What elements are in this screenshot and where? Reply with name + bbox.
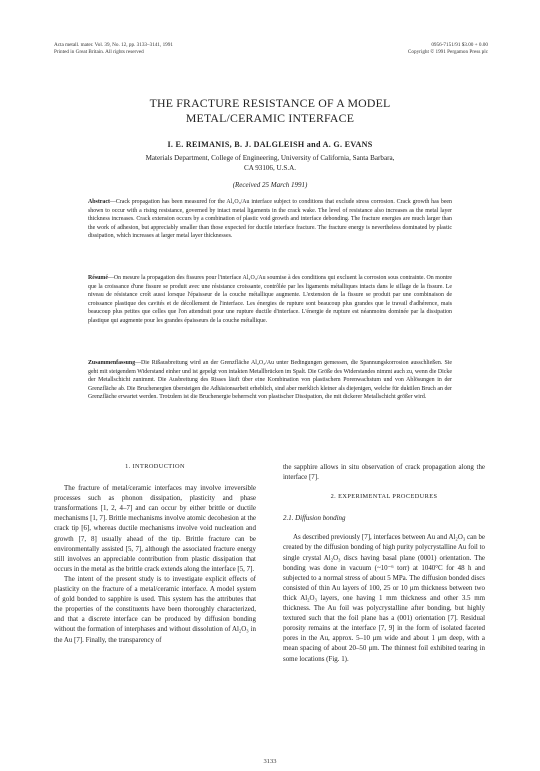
affiliation [0,154,540,173]
intro-paragraph-2: The intent of the present study is to investigate explicit effects of plasticity on the fracture of a metal/ceramic interface. A model system of gold bonded to sapphire is used. This system has the attributes that the properties of the constituents have been thoroughly characterized, and that a discrete interface can be produced by diffusion bonding without the formation of interphases and without dissolution of Al₂O₃ in the Au [7]. Finally, the transparency of [54,574,256,644]
price-code: 0956-7151/91 $3.00 + 0.00 [431,42,488,48]
abstract-german [88,359,452,402]
zusammenfassung-text: —Die Rißausbreitung wird an der Grenzfläche Al₂O₃/Au unter Bedingungen gemessen, die Spannungskorrosion ausschließen. Sie geht mit steigendem Widerstand einher und ist gepelgt von intakten Metallbrücken im Spalt. Die Größe des Widerstandes nimmt auch zu, wenn die Dicke der Metallschicht zunimmt. Die Ausbreitung des Risses läuft über eine Kombination von plastischem Porenwachstum und von Ablösungen in der Grenzfläche ab. Die Bruchenergien übersteigen die Adhäsionsarbeit erheblich, sind aber merklich kleiner als diejenigen, welche für duktilen Bruch an der Grenzfläche erwartet werden. Trotzdem ist die Bruchenergie beherrscht von plastischer Dissipation, die mit dickerer Metallschicht größer wird. [88,360,452,400]
resume-label: Résumé [88,275,108,281]
section-heading-experimental: 2. EXPERIMENTAL PROCEDURES [330,493,438,501]
printed-notice: Printed in Great Britain. All rights reserved [54,49,144,55]
intro-continuation: the sapphire allows in situ observation of crack propagation along the interface [7]. [283,463,485,482]
authors: I. E. REIMANIS, B. J. DALGLEISH and A. G. EVANS [167,140,373,149]
subsection-heading-diffusion-bonding: 2.1. Diffusion bonding [283,514,346,523]
resume-text: —On mesure la propagation des fissures pour l'interface Al₂O₃/Au soumise à des conditions qui excluent la corrosion sous contrainte. On montre que la croissance d'une fissure se produit avec une résistance croissante, contrôlée par les ligaments métalliques intacts dans le sillage de la fissure. Le niveau de résistance croît aussi lorsque l'épaisseur de la couche métallique augmente. L'extension de la fissure se produit par une combinaison de croissance plastique des cavités et de décollement de l'interface. Les énergies de rupture sont beaucoup plus grandes que le travail d'adhérence, mais beaucoup plus petites que celles que l'on attendrait pour une rupture ductile d'interface. L'énergie de rupture est néanmoins dominée par la dissipation plastique qui augmente pour les grandes épaisseurs de la couche métallique. [88,275,452,324]
intro-paragraph-1: The fracture of metal/ceramic interfaces may involve irreversible processes such as phonon dissipation, plasticity and phase transformations [1, 2, 4–7] and can occur by either brittle or ductile mechanisms [1, 7]. Brittle mechanisms involve atomic decohesion at the crack tip [6], whereas ductile mechanisms involve void nucleation and growth [7, 8] usually ahead of the tip. Brittle fracture can be environmentally assisted [5, 7], although the associated fracture energy still involves an appreciable contribution from plastic dissipation that occurs in the metal as the brittle crack extends along the interface [5, 7]. [54,484,256,573]
title-line-2: METAL/CERAMIC INTERFACE [185,111,355,125]
affiliation-line-2: CA 93106, U.S.A. [243,163,297,172]
abstract-text: —Crack propagation has been measured for the Al₂O₃/Au interface subject to conditions that exclude stress corrosion. Crack growth has been shown to occur with a rising resistance, governed by intact metal ligaments in the crack wake. The level of resistance also increases as the metal layer thickness increases. Crack extension occurs by a combination of plastic void growth and interface debonding. The fracture energies are much larger than the work of adhesion, but appreciably smaller than those expected for ductile interface fracture. The fracture energy is nevertheless dominated by plastic dissipation, which increases at larger metal layer thicknesses. [88,199,452,239]
copyright-line: Copyright © 1991 Pergamon Press plc [407,49,488,55]
title-line-1: THE FRACTURE RESISTANCE OF A MODEL [149,96,391,110]
abstract-english [88,198,452,241]
copyright-block [408,42,488,56]
abstract-label: Abstract [88,199,110,205]
left-column [54,462,256,645]
received-date: (Received 25 March 1991) [232,181,308,189]
zusammenfassung-label: Zusammenfassung [88,360,136,366]
journal-citation [54,42,173,56]
right-column [283,462,485,664]
diffusion-bonding-paragraph: As described previously [7], interfaces between Au and Al₂O₃ can be created by the diffusion bonding of high purity polycrystalline Au foil to single crystal Al₂O₃ discs having basal plane (0001) orientation. The bonding was done in vacuum (~10⁻⁶ torr) at 1040°C for 48 h and subjected to a normal stress of about 5 MPa. The diffusion bonded discs consisted of thin Au layers of 100, 25 or 10 μm thickness between two thick Al₂O₃ layers, one having 1 mm thickness and other 3.5 mm thickness. The Au foil was polycrystalline after bonding, but highly textured such that the foil plane has a (001) orientation [7]. Residual porosity remains at the interface [7, 9] in the form of isolated faceted pores in the Au, approx. 5–10 μm wide and about 1 μm deep, with a mean spacing of about 20–50 μm. The thinnest foil exhibited tearing in some locations (Fig. 1). [283,533,485,663]
journal-citation-line: Acta metall. mater. Vol. 39, No. 12, pp. 3133–3141, 1991 [54,42,173,48]
page-number: 3133 [263,758,277,765]
section-heading-introduction: 1. INTRODUCTION [125,463,185,470]
affiliation-line-1: Materials Department, College of Engineering, University of California, Santa Barbara, [145,154,395,162]
paper-title [0,96,540,126]
abstract-french [88,274,452,325]
